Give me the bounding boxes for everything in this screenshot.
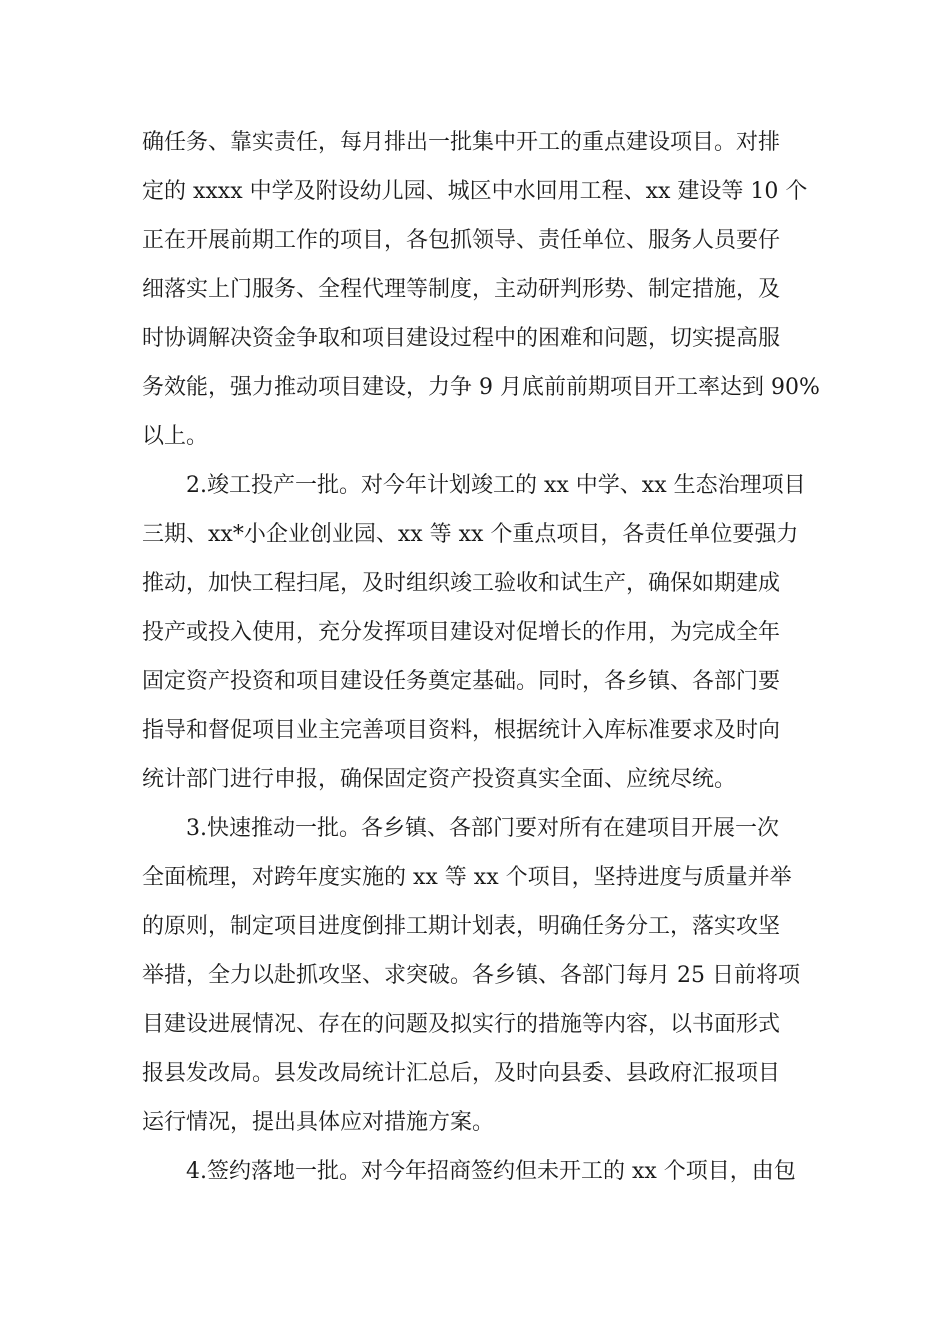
text-line: 推动，加快工程扫尾，及时组织竣工验收和试生产，确保如期建成 bbox=[142, 571, 781, 596]
text-line: 时协调解决资金争取和项目建设过程中的困难和问题，切实提高服 bbox=[142, 326, 781, 351]
text-line: 举措，全力以赴抓攻坚、求突破。各乡镇、各部门每月 25 日前将项 bbox=[142, 963, 800, 988]
text-line: 正在开展前期工作的项目，各包抓领导、责任单位、服务人员要仔 bbox=[142, 228, 781, 253]
text-line: 全面梳理，对跨年度实施的 xx 等 xx 个项目，坚持进度与质量并举 bbox=[142, 865, 792, 890]
text-line: 统计部门进行申报，确保固定资产投资真实全面、应统尽统。 bbox=[142, 767, 737, 792]
text-line: 报县发改局。县发改局统计汇总后，及时向县委、县政府汇报项目 bbox=[142, 1061, 781, 1086]
text-line: 的原则，制定项目进度倒排工期计划表，明确任务分工，落实攻坚 bbox=[142, 914, 781, 939]
text-line: 运行情况，提出具体应对措施方案。 bbox=[142, 1110, 495, 1135]
paragraph-start-line: 4.签约落地一批。对今年招商签约但未开工的 xx 个项目，由包 bbox=[186, 1159, 796, 1184]
text-line: 确任务、靠实责任，每月排出一批集中开工的重点建设项目。对排 bbox=[142, 130, 781, 155]
text-line: 定的 xxxx 中学及附设幼儿园、城区中水回用工程、xx 建设等 10 个 bbox=[142, 179, 808, 204]
text-line: 指导和督促项目业主完善项目资料，根据统计入库标准要求及时向 bbox=[142, 718, 781, 743]
text-line: 以上。 bbox=[142, 424, 209, 449]
text-line: 务效能，强力推动项目建设，力争 9 月底前前期项目开工率达到 90% bbox=[142, 375, 820, 400]
text-line: 投产或投入使用，充分发挥项目建设对促增长的作用，为完成全年 bbox=[142, 620, 781, 645]
text-line: 目建设进展情况、存在的问题及拟实行的措施等内容，以书面形式 bbox=[142, 1012, 781, 1037]
text-line: 固定资产投资和项目建设任务奠定基础。同时，各乡镇、各部门要 bbox=[142, 669, 781, 694]
paragraph-start-line: 2.竣工投产一批。对今年计划竣工的 xx 中学、xx 生态治理项目 bbox=[186, 473, 806, 498]
paragraph-start-line: 3.快速推动一批。各乡镇、各部门要对所有在建项目开展一次 bbox=[186, 816, 779, 841]
text-line: 细落实上门服务、全程代理等制度，主动研判形势、制定措施，及 bbox=[142, 277, 781, 302]
text-line: 三期、xx*小企业创业园、xx 等 xx 个重点项目，各责任单位要强力 bbox=[142, 522, 799, 547]
